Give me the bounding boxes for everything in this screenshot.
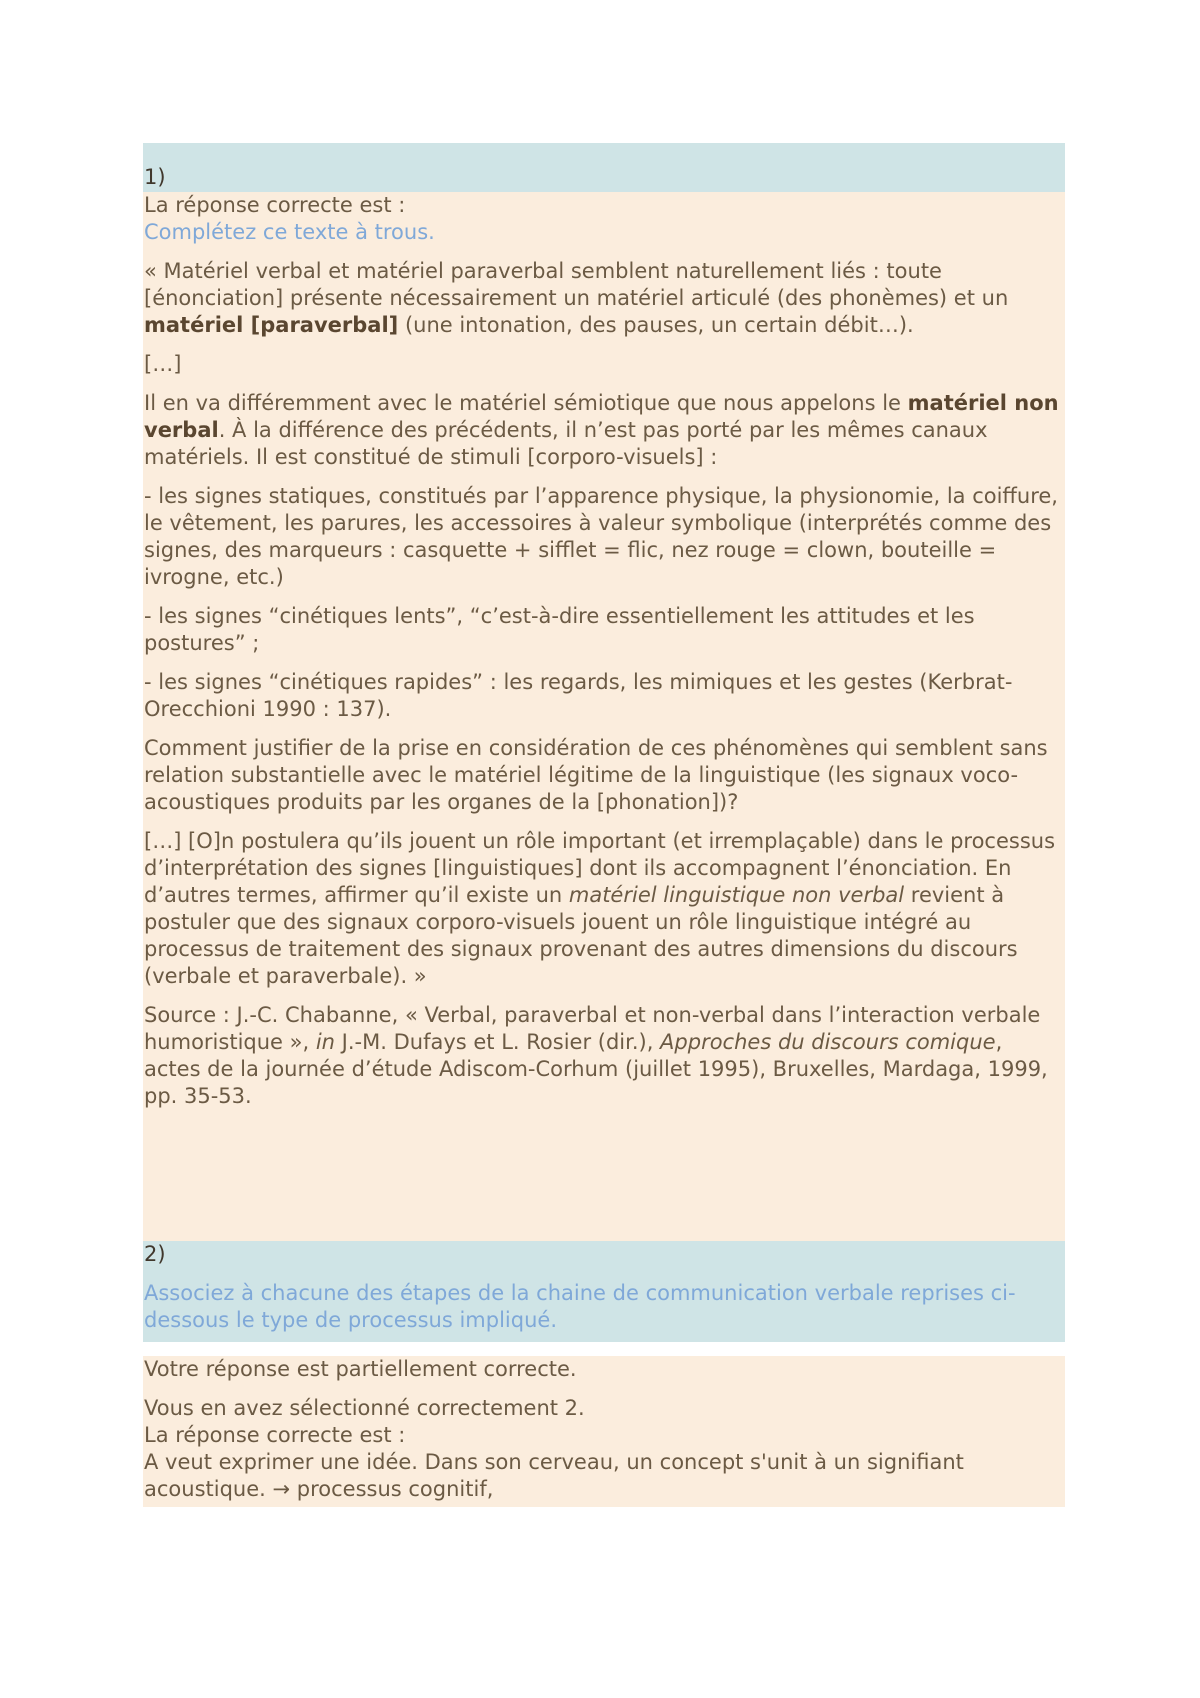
answer-non-verbal: matériel non verbal — [144, 391, 1059, 442]
feedback-count: Vous en avez sélectionné correctement 2. — [144, 1396, 585, 1420]
correct-answer-text: A veut exprimer une idée. Dans son cerveau, un concept s'unit à un signifiant acoustique. → processus cognitif, — [144, 1450, 964, 1501]
list-item-fast-kinetic: - les signes “cinétiques rapides” : les regards, les mimiques et les gestes (Kerbrat-Orecchioni 1990 : 137). — [144, 670, 1013, 721]
correct-answer-label-2: La réponse correcte est : — [144, 1423, 406, 1447]
question-2-number: 2) — [144, 1242, 166, 1266]
question-2-feedback — [143, 1356, 1065, 1507]
question-2-header — [143, 1241, 1065, 1342]
quote-paragraph-2: Il en va différemment avec le matériel sémiotique que nous appelons le matériel non verbal. À la différence des précédents, il n’est pas porté par les mêmes canaux matériels. Il est constitué de stimuli [corporo-visuels] : — [144, 391, 1059, 469]
question-2-instruction: Associez à chacune des étapes de la chaine de communication verbale reprises ci-dessous le type de processus impliqué. — [144, 1281, 1016, 1332]
feedback-status: Votre réponse est partiellement correcte. — [144, 1357, 577, 1381]
question-1-number: 1) — [144, 165, 166, 189]
answer-paraverbal: matériel [paraverbal] — [144, 313, 399, 337]
list-item-static-signs: - les signes statiques, constitués par l’apparence physique, la physionomie, la coiffure, le vêtement, les parures, les accessoires à valeur symbolique (interprétés comme des signes, des marqueurs : casquette + sifflet = flic, nez rouge = clown, bouteille = ivrogne, etc.) — [144, 484, 1058, 589]
quote-ellipsis: […] — [144, 352, 182, 376]
question-1-instruction: Complétez ce texte à trous. — [144, 220, 435, 244]
quote-paragraph-1: « Matériel verbal et matériel paraverbal semblent naturellement liés : toute [énonciation] présente nécessairement un matériel articulé (des phonèmes) et un matériel [paraverbal] (une intonation, des pauses, un certain débit…). — [144, 259, 1009, 337]
correct-answer-label: La réponse correcte est : — [144, 193, 406, 217]
quote-source: Source : J.-C. Chabanne, « Verbal, paraverbal et non-verbal dans l’interaction verbale humoristique », in J.-M. Dufays et L. Rosier (dir.), Approches du discours comique, actes de la journée d’étude Adiscom-Corhum (juillet 1995), Bruxelles, Mardaga, 1999, pp. 35-53. — [144, 1003, 1048, 1108]
quote-paragraph-4: […] [O]n postulera qu’ils jouent un rôle important (et irremplaçable) dans le processus d’interprétation des signes [linguistiques] dont ils accompagnent l’énonciation. En d’autres termes, affirmer qu’il existe un matériel linguistique non verbal revient à postuler que des signaux corporo-visuels jouent un rôle linguistique intégré au processus de traitement des signaux provenant des autres dimensions du discours (verbale et paraverbale). » — [144, 829, 1056, 988]
quote-paragraph-3: Comment justifier de la prise en considération de ces phénomènes qui semblent sans relation substantielle avec le matériel légitime de la linguistique (les signaux voco-acoustiques produits par les organes de la [phonation])? — [144, 736, 1048, 814]
question-1-feedback — [143, 192, 1065, 1241]
list-item-slow-kinetic: - les signes “cinétiques lents”, “c’est-à-dire essentiellement les attitudes et les postures” ; — [144, 604, 975, 655]
question-1-header — [143, 143, 1065, 192]
